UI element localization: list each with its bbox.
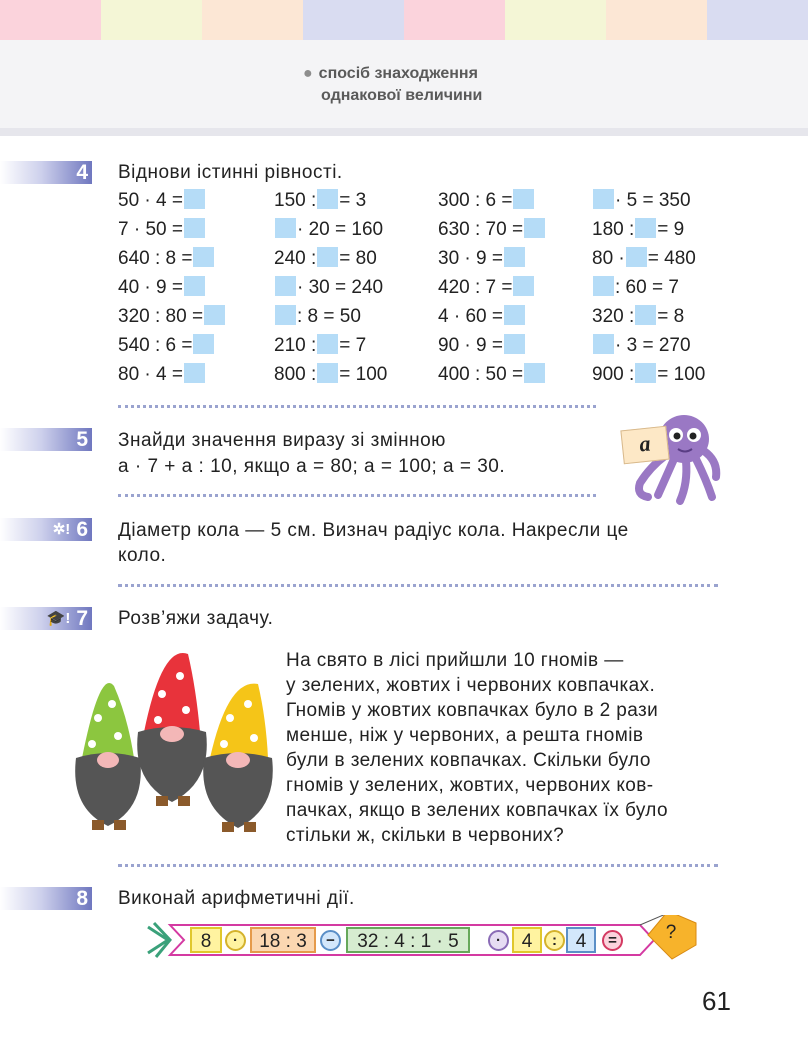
chain-box-2: 18 : 3 bbox=[250, 927, 316, 953]
equation bbox=[118, 188, 206, 214]
equation-right: = 480 bbox=[647, 248, 696, 269]
equation bbox=[592, 333, 691, 359]
answer-box[interactable] bbox=[184, 276, 205, 296]
task-number-label: 6 bbox=[76, 518, 88, 541]
task-number-label: 5 bbox=[76, 428, 88, 451]
equation bbox=[118, 275, 206, 301]
answer-box[interactable] bbox=[317, 189, 338, 209]
problem-line: На свято в лісі прийшли 10 гномів — bbox=[286, 650, 624, 671]
task6-line-1: Діаметр кола — 5 см. Визнач радіус кола. Накресли це bbox=[118, 520, 629, 541]
equation bbox=[592, 246, 696, 272]
equation-right: = 100 bbox=[339, 364, 388, 385]
color-stripes bbox=[0, 0, 808, 40]
equation-right: · 3 = 270 bbox=[615, 335, 691, 356]
equation-left: 4 · 60 = bbox=[438, 306, 503, 327]
tip-line-1: спосіб знаходження bbox=[318, 65, 478, 82]
problem-line: стільки ж, скільки в червоних? bbox=[286, 825, 565, 846]
equation bbox=[438, 188, 535, 214]
yellow-gnome bbox=[203, 684, 273, 832]
equation-left: 630 : 70 = bbox=[438, 219, 524, 240]
equation-right: · 30 = 240 bbox=[297, 277, 384, 298]
answer-box[interactable] bbox=[193, 334, 214, 354]
answer-box[interactable] bbox=[317, 363, 338, 383]
answer-box[interactable] bbox=[504, 334, 525, 354]
equation-left: 7 · 50 = bbox=[118, 219, 183, 240]
equation-left: 210 : bbox=[274, 335, 317, 356]
red-gnome bbox=[137, 653, 207, 806]
bullet-icon: ● bbox=[303, 65, 313, 82]
problem-line: у зелених, жовтих і червоних ковпачках. bbox=[286, 675, 656, 696]
ribbon-icon bbox=[148, 923, 170, 957]
operation-chain bbox=[140, 915, 710, 975]
task5-line-1: Знайди значення виразу зі змінною bbox=[118, 430, 446, 451]
task-number-6 bbox=[0, 518, 92, 541]
task-number-label: 8 bbox=[76, 887, 88, 910]
stripe bbox=[101, 0, 202, 40]
equation-right: = 7 bbox=[339, 335, 367, 356]
stripe bbox=[505, 0, 606, 40]
answer-box[interactable] bbox=[524, 363, 545, 383]
answer-box[interactable] bbox=[593, 334, 614, 354]
equation-left: 90 · 9 = bbox=[438, 335, 503, 356]
answer-box[interactable] bbox=[184, 363, 205, 383]
chain-box-4: 4 bbox=[512, 927, 542, 953]
answer-box[interactable] bbox=[193, 247, 214, 267]
answer-box[interactable] bbox=[504, 305, 525, 325]
equation bbox=[274, 188, 366, 214]
equation bbox=[438, 333, 526, 359]
answer-box[interactable] bbox=[593, 276, 614, 296]
problem-line: менше, ніж у червоних, а решта гномів bbox=[286, 725, 644, 746]
equation bbox=[118, 304, 226, 330]
equation-right: : 60 = 7 bbox=[615, 277, 679, 298]
answer-box[interactable] bbox=[275, 276, 296, 296]
task6-line-2: коло. bbox=[118, 545, 167, 566]
variable-card: a bbox=[620, 426, 669, 465]
answer-box[interactable] bbox=[635, 363, 656, 383]
stripe bbox=[707, 0, 808, 40]
equation-right: = 3 bbox=[339, 190, 367, 211]
answer-box[interactable] bbox=[635, 218, 656, 238]
equation-left: 50 · 4 = bbox=[118, 190, 183, 211]
dotted-divider bbox=[118, 405, 596, 408]
equation bbox=[118, 217, 206, 243]
equation-left: 30 · 9 = bbox=[438, 248, 503, 269]
equation-left: 240 : bbox=[274, 248, 317, 269]
equation-left: 320 : bbox=[592, 306, 635, 327]
gnomes-illustration bbox=[62, 648, 282, 838]
op-minus: − bbox=[320, 930, 341, 951]
equation-right: = 80 bbox=[339, 248, 377, 269]
equation bbox=[438, 217, 546, 243]
page-number: 61 bbox=[702, 986, 731, 1016]
op-multiply: · bbox=[488, 930, 509, 951]
equation bbox=[592, 188, 691, 214]
graduation-cap-icon: 🎓! bbox=[46, 610, 71, 627]
equation bbox=[118, 333, 215, 359]
stripe bbox=[0, 0, 101, 40]
equation bbox=[592, 362, 705, 388]
equation-left: 180 : bbox=[592, 219, 635, 240]
stripe bbox=[606, 0, 707, 40]
op-divide: : bbox=[544, 930, 565, 951]
answer-box[interactable] bbox=[184, 218, 205, 238]
equation-right: : 8 = 50 bbox=[297, 306, 361, 327]
equation-left: 640 : 8 = bbox=[118, 248, 193, 269]
equation bbox=[118, 246, 215, 272]
equation bbox=[274, 217, 383, 243]
equation-left: 80 · 4 = bbox=[118, 364, 183, 385]
equation bbox=[438, 275, 535, 301]
answer-box[interactable] bbox=[204, 305, 225, 325]
equation-left: 420 : 7 = bbox=[438, 277, 513, 298]
problem-line: Гномів у жовтих ковпачках було в 2 рази bbox=[286, 700, 659, 721]
task-number-8 bbox=[0, 887, 92, 910]
equation-right: · 20 = 160 bbox=[297, 219, 384, 240]
equation-left: 900 : bbox=[592, 364, 635, 385]
answer-box[interactable] bbox=[275, 305, 296, 325]
chain-box-3: 32 : 4 : 1 · 5 bbox=[346, 927, 470, 953]
task-number-7 bbox=[0, 607, 92, 630]
equation bbox=[592, 217, 684, 243]
equation-right: · 5 = 350 bbox=[615, 190, 691, 211]
dotted-divider bbox=[118, 584, 718, 587]
equation bbox=[274, 362, 387, 388]
tip-line-2: однакової величини bbox=[321, 87, 483, 104]
equation bbox=[592, 304, 684, 330]
task-number-4 bbox=[0, 161, 92, 184]
answer-box[interactable] bbox=[317, 247, 338, 267]
stripe bbox=[303, 0, 404, 40]
answer-box[interactable] bbox=[275, 218, 296, 238]
method-tip bbox=[303, 63, 482, 107]
equation-left: 300 : 6 = bbox=[438, 190, 513, 211]
result-placeholder: ? bbox=[665, 922, 677, 943]
word-problem bbox=[286, 648, 718, 848]
equation bbox=[438, 362, 546, 388]
chain-box-1: 8 bbox=[190, 927, 222, 953]
equation-left: 40 · 9 = bbox=[118, 277, 183, 298]
equation-left: 540 : 6 = bbox=[118, 335, 193, 356]
equation-right: = 100 bbox=[657, 364, 706, 385]
equation-left: 150 : bbox=[274, 190, 317, 211]
dotted-divider bbox=[118, 494, 596, 497]
equation bbox=[274, 246, 377, 272]
equation bbox=[438, 304, 526, 330]
answer-box[interactable] bbox=[513, 189, 534, 209]
chain-box-5: 4 bbox=[566, 927, 596, 953]
answer-box[interactable] bbox=[626, 247, 647, 267]
problem-line: гномів у зелених, жовтих, червоних ков- bbox=[286, 775, 654, 796]
equation-left: 400 : 50 = bbox=[438, 364, 524, 385]
op-equals: = bbox=[602, 930, 623, 951]
equation-right: = 8 bbox=[657, 306, 685, 327]
op-multiply: · bbox=[225, 930, 246, 951]
green-gnome bbox=[75, 683, 141, 830]
header-divider bbox=[0, 128, 808, 136]
task5-line-2: a · 7 + a : 10, якщо a = 80; a = 100; a = 30. bbox=[118, 456, 506, 477]
stripe bbox=[202, 0, 303, 40]
equation-left: 800 : bbox=[274, 364, 317, 385]
equation-left: 80 · bbox=[592, 248, 625, 269]
equation-right: = 9 bbox=[657, 219, 685, 240]
task4-title: Віднови істинні рівності. bbox=[118, 162, 343, 183]
answer-box[interactable] bbox=[513, 276, 534, 296]
equation bbox=[274, 275, 383, 301]
stripe bbox=[404, 0, 505, 40]
answer-box[interactable] bbox=[635, 305, 656, 325]
equation bbox=[592, 275, 679, 301]
task-number-label: 7 bbox=[76, 607, 88, 630]
equation bbox=[438, 246, 526, 272]
equation bbox=[274, 304, 361, 330]
task7-title: Розв’яжи задачу. bbox=[118, 608, 274, 629]
answer-box[interactable] bbox=[524, 218, 545, 238]
problem-line: пачках, якщо в зелених ковпачках їх було bbox=[286, 800, 668, 821]
equation bbox=[118, 362, 206, 388]
equation bbox=[274, 333, 366, 359]
lightbulb-icon: ✲! bbox=[52, 521, 71, 538]
task8-title: Виконай арифметичні дії. bbox=[118, 888, 355, 909]
dotted-divider bbox=[118, 864, 718, 867]
answer-box[interactable] bbox=[593, 189, 614, 209]
answer-box[interactable] bbox=[184, 189, 205, 209]
task-number-label: 4 bbox=[76, 161, 88, 184]
answer-box[interactable] bbox=[504, 247, 525, 267]
task-number-5 bbox=[0, 428, 92, 451]
problem-line: були в зелених ковпачках. Скільки було bbox=[286, 750, 651, 771]
equation-left: 320 : 80 = bbox=[118, 306, 204, 327]
answer-box[interactable] bbox=[317, 334, 338, 354]
